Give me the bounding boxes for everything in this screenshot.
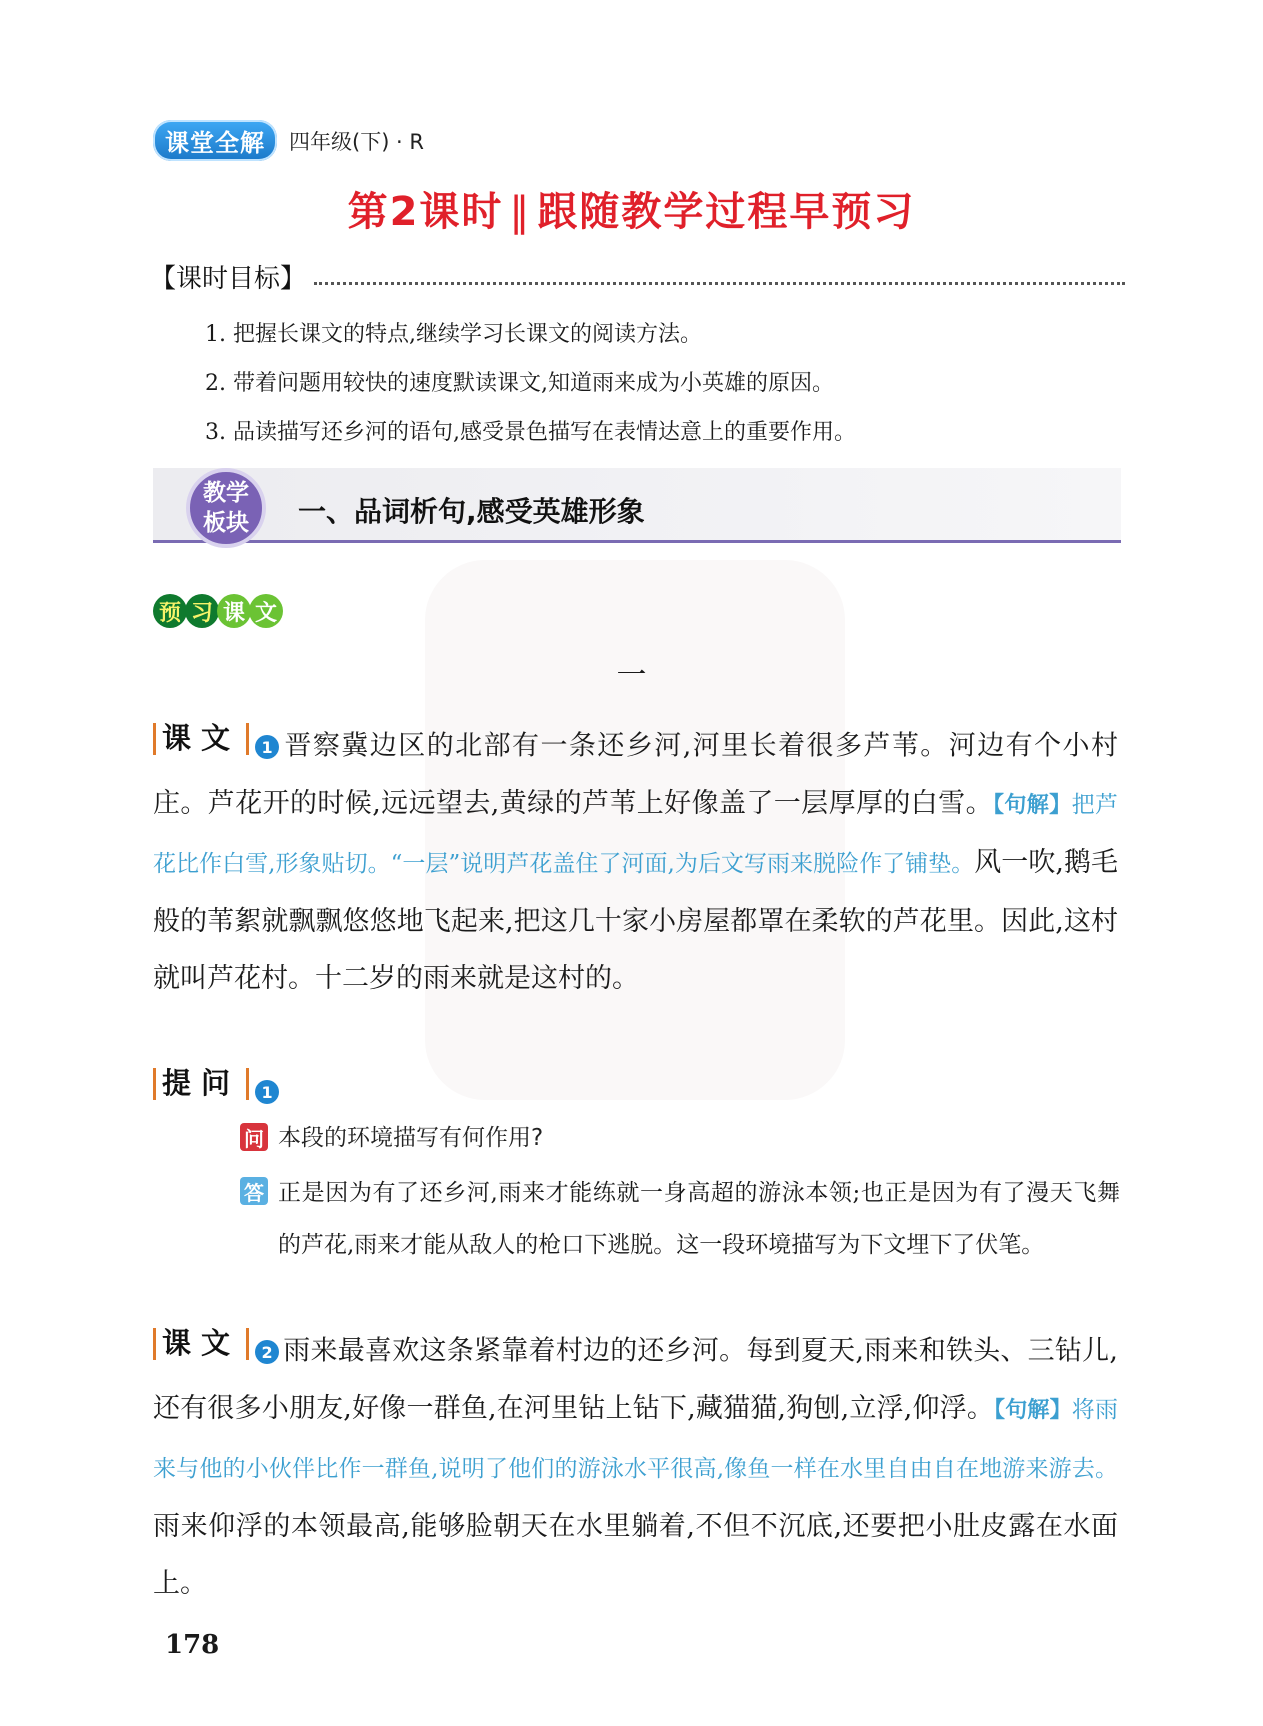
- dotted-leader: [314, 282, 1125, 285]
- preview-tag-char: 文: [249, 594, 283, 628]
- answer-icon: 答: [240, 1177, 268, 1205]
- tag-rule: [153, 723, 156, 755]
- tag-rule: [246, 1328, 249, 1360]
- text-tag: [153, 710, 249, 767]
- section-underline: [153, 540, 1121, 543]
- sentence-note: 将雨来与他的小伙伴比作一群鱼,说明了他们的游泳水平很高,像鱼一样在水里自由自在地游来游去。: [153, 1396, 1118, 1482]
- brand-logo: 课堂全解: [153, 120, 277, 161]
- goal-item: 2. 带着问题用较快的速度默读课文,知道雨来成为小英雄的原因。: [205, 371, 834, 396]
- answer-row: [240, 1167, 1120, 1271]
- page-number: 178: [165, 1630, 220, 1660]
- tag-rule: [153, 1328, 156, 1360]
- preview-tag-char: 习: [185, 594, 219, 628]
- paragraph-text: 风一吹,鹅毛般的苇絮就飘飘悠悠地飞起来,把这几十家小房屋都罩在柔软的芦花里。因此,这村就叫芦花村。十二岁的雨来就是这村的。: [153, 846, 1118, 994]
- text-paragraph-2: [153, 1315, 1118, 1612]
- preview-tag-char: 预: [153, 594, 187, 628]
- sentence-note: 把芦花比作白雪,形象贴切。“一层”说明芦花盖住了河面,为后文写雨来脱险作了铺垫。: [153, 791, 1118, 877]
- qa-block: [240, 1113, 1120, 1271]
- goals-label: 【课时目标】: [150, 264, 307, 294]
- preview-tag-char: 课: [217, 594, 251, 628]
- lesson-title: [0, 180, 1263, 237]
- grade-label: 四年级(下) · R: [289, 129, 425, 154]
- question-number: 1: [255, 1080, 279, 1104]
- goals-list: [205, 310, 856, 457]
- tag-label: 提问: [162, 1066, 241, 1100]
- badge-line: 教学: [203, 480, 249, 506]
- badge-line: 板块: [203, 510, 249, 536]
- goal-item: 3. 品读描写还乡河的语句,感受景色描写在表情达意上的重要作用。: [205, 420, 856, 445]
- tag-label: 课文: [162, 721, 241, 755]
- tag-rule: [246, 1068, 249, 1100]
- lesson-title-left: 第2课时: [347, 189, 504, 235]
- paragraph-text: 雨来最喜欢这条紧靠着村边的还乡河。每到夏天,雨来和铁头、三钻儿,还有很多小朋友,好像一群鱼,在河里钻上钻下,藏猫猫,狗刨,立浮,仰浮。: [153, 1335, 1118, 1424]
- title-separator: ‖: [509, 189, 532, 235]
- lesson-title-right: 跟随教学过程早预习: [537, 189, 916, 235]
- tag-rule: [246, 723, 249, 755]
- goals-heading: [150, 258, 1125, 295]
- preview-text-tag: [153, 594, 281, 628]
- paragraph-number: 2: [255, 1340, 279, 1364]
- tag-rule: [153, 1068, 156, 1100]
- question-heading: [153, 1055, 1118, 1120]
- section-title: 一、品词析句,感受英雄形象: [298, 495, 645, 528]
- paragraph-text: 雨来仰浮的本领最高,能够脸朝天在水里躺着,不但不沉底,还要把小肚皮露在水面上。: [153, 1510, 1118, 1599]
- tag-label: 课文: [162, 1326, 241, 1360]
- question-tag: [153, 1055, 249, 1112]
- sentence-note-tag: 【句解】: [992, 792, 1072, 818]
- part-number: 一: [616, 658, 647, 693]
- goal-item: 1. 把握长课文的特点,继续学习长课文的阅读方法。: [205, 322, 702, 347]
- paragraph-text: 晋察冀边区的北部有一条还乡河,河里长着很多芦苇。河边有个小村庄。芦花开的时候,远远望去,黄绿的芦苇上好像盖了一层厚厚的白雪。: [153, 730, 1118, 819]
- question-icon: 问: [240, 1123, 268, 1151]
- page-header: [153, 120, 424, 161]
- question-row: [240, 1113, 1120, 1163]
- answer-text: 正是因为有了还乡河,雨来才能练就一身高超的游泳本领;也正是因为有了漫天飞舞的芦花,雨来才能从敌人的枪口下逃脱。这一段环境描写为下文埋下了伏笔。: [278, 1180, 1120, 1258]
- paragraph-number: 1: [255, 735, 279, 759]
- sentence-note-tag: 【句解】: [994, 1397, 1072, 1423]
- section-badge: [186, 468, 266, 548]
- text-paragraph-1: [153, 710, 1118, 1007]
- question-text: 本段的环境描写有何作用?: [278, 1125, 544, 1151]
- text-tag: [153, 1315, 249, 1372]
